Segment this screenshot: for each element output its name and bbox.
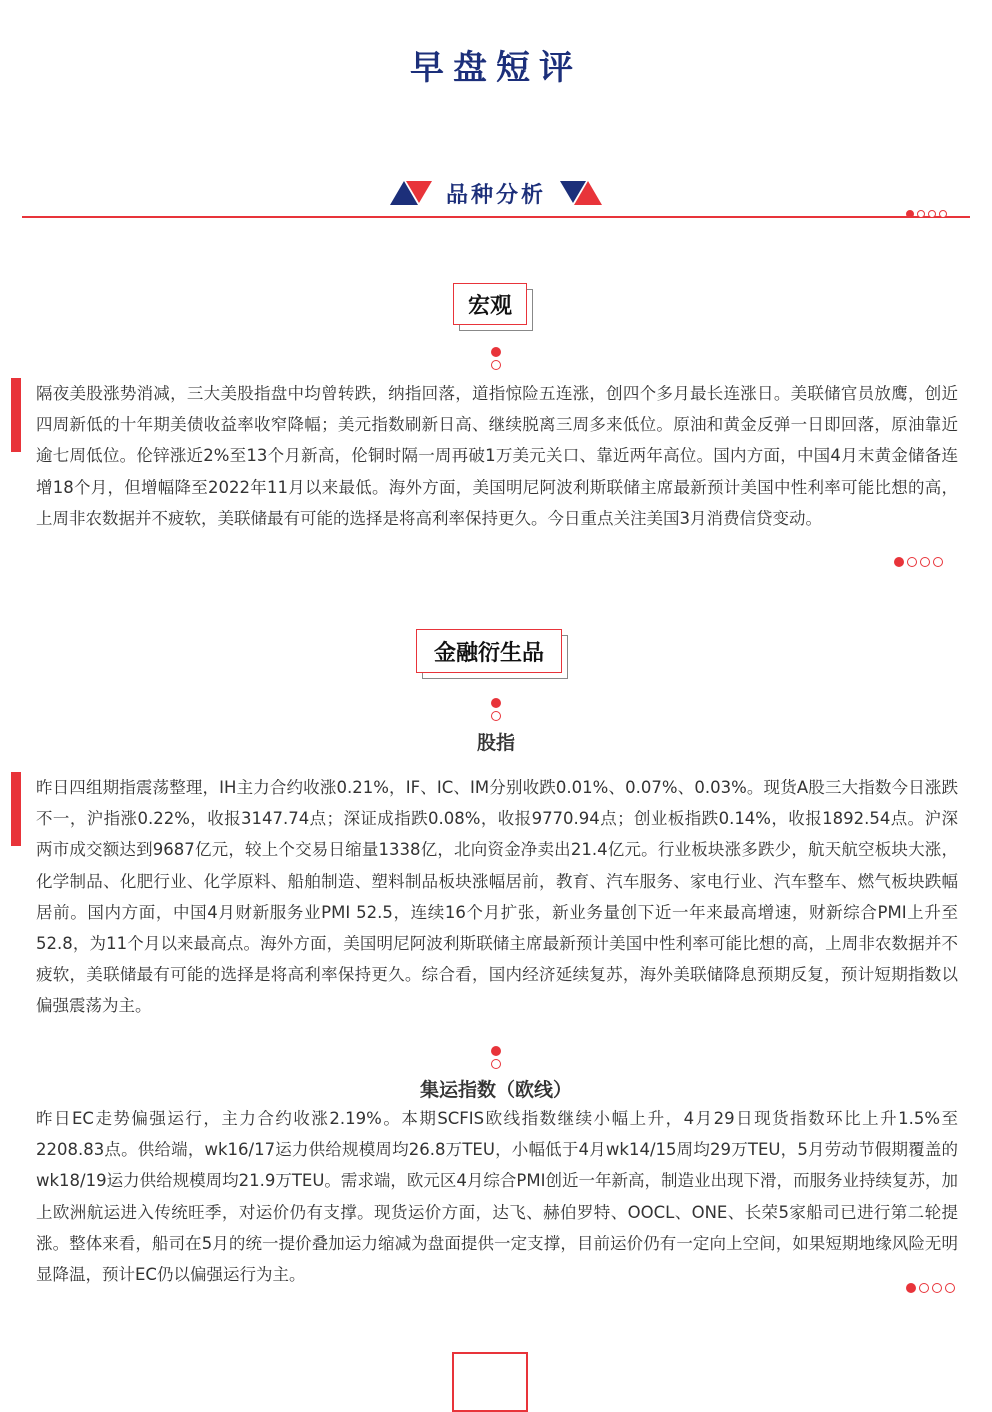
stock-index-paragraph: 昨日四组期指震荡整理，IH主力合约收涨0.21%，IF、IC、IM分别收跌0.01%、0.07%、0.03%。现货A股三大指数今日涨跌不一，沪指涨0.22%，收报3147.74点；深证成指跌0.08%，收报9770.94点；创业板指跌0.14%，收报1892.54点。沪深两市成交额达到9687亿元，较上个交易日缩量1338亿，北向资金净卖出21.4亿元。行业板块涨多跌少，航天航空板块大涨，化学制品、化肥行业、化学原料、船舶制造、塑料制品板块涨幅居前，教育、汽车服务、家电行业、汽车整车、燃气板块跌幅居前。国内方面，中国4月财新服务业PMI 52.5，连续16个月扩张，新业务量创下近一年来最高增速，财新综合PMI上升至52.8，为11个月以来最高点。海外方面，美国明尼阿波利斯联储主席最新预计美国中性利率可能比想的高，上周非农数据并不疲软，美联储最有可能的选择是将高利率保持更久。综合看，国内经济延续复苏，海外美联储降息预期反复，预计短期指数以偏强震荡为主。 — [36, 778, 958, 1016]
macro-paragraph: 隔夜美股涨势消减，三大美股指盘中均曾转跌，纳指回落，道指惊险五连涨，创四个多月最长连涨日。美联储官员放鹰，创近四周新低的十年期美债收益率收窄降幅；美元指数刷新日高、继续脱离三周多来低位。原油和黄金反弹一日即回落，原油靠近逾七周低位。伦锌涨近2%至13个月新高，伦铜时隔一周再破1万美元关口、靠近两年高位。国内方面，中国4月末黄金储备连增18个月，但增幅降至2022年11月以来最低。海外方面，美国明尼阿波利斯联储主席最新预计美国中性利率可能比想的高，上周非农数据并不疲软，美联储最有可能的选择是将高利率保持更久。今日重点关注美国3月消费信贷变动。 — [36, 384, 958, 528]
section-box-next — [452, 1352, 528, 1412]
shipping-paragraph: 昨日EC走势偏强运行，主力合约收涨2.19%。本期SCFIS欧线指数继续小幅上升，4月29日现货指数环比上升1.5%至2208.83点。供给端，wk16/17运力供给规模周均26.8万TEU，小幅低于4月wk14/15周均29万TEU，5月劳动节假期覆盖的wk18/19运力供给规模周均21.9万TEU。需求端，欧元区4月综合PMI创近一年新高，制造业出现下滑，而服务业持续复苏，加上欧洲航运进入传统旺季，对运价仍有支撑。现货运价方面，达飞、赫伯罗特、OOCL、ONE、长荣5家船司已进行第二轮提涨。整体来看，船司在5月的统一提价叠加运力缩减为盘面提供一定支撑，目前运价仍有一定向上空间，如果短期地缘风险无明显降温，预计EC仍以偏强运行为主。 — [36, 1109, 958, 1285]
vertical-dots-icon — [491, 698, 501, 721]
dots-decoration — [906, 1283, 955, 1293]
triangle-left-icon — [390, 181, 434, 205]
red-accent-bar — [11, 772, 21, 846]
red-accent-bar — [11, 378, 21, 452]
vertical-dots-icon — [491, 347, 501, 370]
vertical-dots-icon — [491, 1046, 501, 1069]
page-title: 早盘短评 — [410, 48, 582, 88]
section-title-macro: 宏观 — [453, 283, 527, 325]
dots-decoration — [906, 210, 947, 218]
dots-decoration — [894, 557, 943, 567]
section-box-macro — [453, 283, 527, 325]
subheading-shipping: 集运指数（欧线） — [419, 1079, 572, 1101]
divider-line — [22, 216, 970, 218]
triangle-right-icon — [558, 181, 602, 205]
subheading-stock-index: 股指 — [476, 732, 515, 754]
section-banner — [0, 176, 992, 210]
section-box-financial — [416, 629, 562, 673]
banner-label: 品种分析 — [445, 182, 546, 208]
section-title-financial: 金融衍生品 — [416, 629, 562, 673]
